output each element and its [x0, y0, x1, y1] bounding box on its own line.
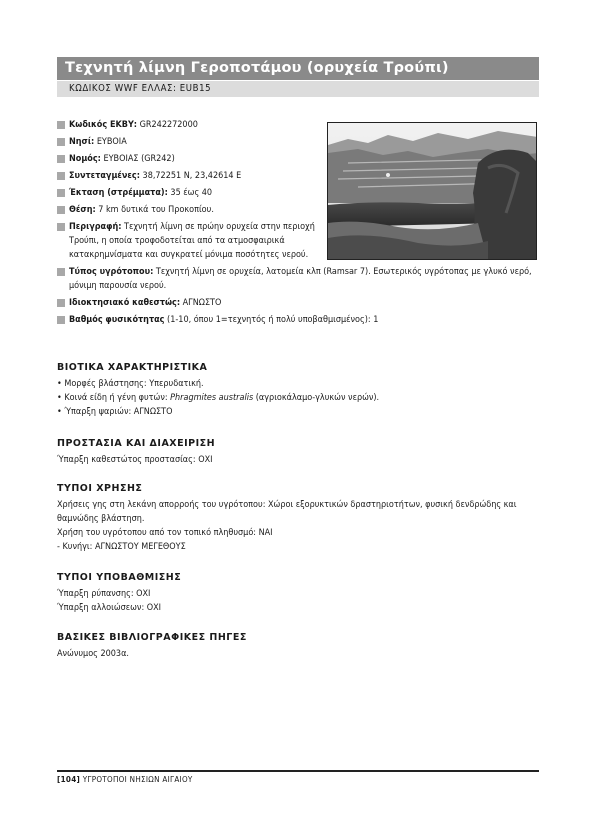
square-bullet-icon: [57, 316, 65, 324]
field-wetland-type: Τύπος υγρότοπου: Τεχνητή λίμνη σε ορυχεία, λατομεία κλπ (Ramsar 7). Εσωτερικός υγρότοπας με γλυκό νερό, μόνιμη παρουσία νερού.: [57, 265, 539, 293]
square-bullet-icon: [57, 189, 65, 197]
square-bullet-icon: [57, 138, 65, 146]
title-bar: [57, 57, 539, 80]
wwf-code: ΚΩΔΙΚΟΣ WWF ΕΛΛΑΣ: EUB15: [69, 83, 212, 94]
field-description: Περιγραφή: Τεχνητή λίμνη σε πρώην ορυχεία στην περιοχή Τρούπι, η οποία τροφοδοτείται από τα ατμοσφαιρικά κατακρημνίσματα και συγκρατεί μόνιμα ποσότητες νερού.: [57, 220, 325, 262]
plants-line: • Κοινά είδη ή γένη φυτών: Phragmites australis (αγριοκάλαμο-γλυκών νερών).: [57, 393, 380, 403]
field-island: Νησί: ΕΥΒΟΙΑ: [57, 135, 325, 149]
field-ownership: Ιδιοκτησιακό καθεστώς: ΑΓΝΩΣΤΟ: [57, 296, 539, 310]
section-protection: ΠΡΟΣΤΑΣΙΑ ΚΑΙ ΔΙΑΧΕΙΡΙΣΗ Ύπαρξη καθεστώτος προστασίας: ΟΧΙ: [57, 438, 537, 467]
square-bullet-icon: [57, 268, 65, 276]
section-heading: ΤΥΠΟΙ ΧΡΗΣΗΣ: [57, 483, 143, 494]
section-uses: ΤΥΠΟΙ ΧΡΗΣΗΣ Χρήσεις γης στη λεκάνη απορροής του υγρότοπου: Χώροι εξορυκτικών δραστηριοτήτων, φυσική δενδρώδης και θαμνώδης βλάστηση. Χρήση του υγρότοπου από τον τοπικό πληθυσμό: ΝΑΙ - Κυνήγι: ΑΓΝΩΣΤΟΥ ΜΕΓΕΘΟΥΣ: [57, 483, 537, 554]
square-bullet-icon: [57, 223, 65, 231]
field-prefecture: Νομός: ΕΥΒΟΙΑΣ (GR242): [57, 152, 325, 166]
page-number: [104]: [57, 775, 81, 784]
footer-title: ΥΓΡΟΤΟΠΟΙ ΝΗΣΙΩΝ ΑΙΓΑΙΟΥ: [80, 775, 193, 784]
section-degradation: ΤΥΠΟΙ ΥΠΟΒΑΘΜΙΣΗΣ Ύπαρξη ρύπανσης: ΟΧΙ Ύπαρξη αλλοιώσεων: ΟΧΙ: [57, 572, 537, 615]
square-bullet-icon: [57, 299, 65, 307]
section-heading: ΤΥΠΟΙ ΥΠΟΒΑΘΜΙΣΗΣ: [57, 572, 182, 583]
field-naturalness: Βαθμός φυσικότητας (1-10, όπου 1=τεχνητός ή πολύ υποβαθμισμένος): 1: [57, 313, 539, 327]
section-heading: ΒΑΣΙΚΕΣ ΒΙΒΛΙΟΓΡΑΦΙΚΕΣ ΠΗΓΕΣ: [57, 632, 247, 643]
section-heading: ΠΡΟΣΤΑΣΙΑ ΚΑΙ ΔΙΑΧΕΙΡΙΣΗ: [57, 438, 216, 449]
page-footer: [57, 775, 193, 784]
section-heading: ΒΙΟΤΙΚΑ ΧΑΡΑΚΤΗΡΙΣΤΙΚΑ: [57, 362, 208, 373]
square-bullet-icon: [57, 206, 65, 214]
field-location: Θέση: 7 km δυτικά του Προκοπίου.: [57, 203, 325, 217]
square-bullet-icon: [57, 172, 65, 180]
code-bar: [57, 81, 539, 97]
square-bullet-icon: [57, 155, 65, 163]
field-area: Έκταση (στρέμματα): 35 έως 40: [57, 186, 325, 200]
page-title: Τεχνητή λίμνη Γεροποτάμου (ορυχεία Τρούπι): [65, 60, 449, 76]
footer-divider: [57, 770, 539, 772]
field-ekby-code: Κωδικός ΕΚΒΥ: GR242272000: [57, 118, 325, 132]
section-biotic: ΒΙΟΤΙΚΑ ΧΑΡΑΚΤΗΡΙΣΤΙΚΑ • Μορφές βλάστησης: Υπερυδατική. • Κοινά είδη ή γένη φυτών: Phragmites australis (αγριοκάλαμο-γλυκών νερών). • Ύπαρξη ψαριών: ΑΓΝΩΣΤΟ: [57, 362, 537, 419]
field-coordinates: Συντεταγμένες: 38,72251 N, 23,42614 E: [57, 169, 325, 183]
section-references: ΒΑΣΙΚΕΣ ΒΙΒΛΙΟΓΡΑΦΙΚΕΣ ΠΗΓΕΣ Ανώνυμος 2003α.: [57, 632, 537, 661]
field-list: [57, 118, 543, 330]
square-bullet-icon: [57, 121, 65, 129]
